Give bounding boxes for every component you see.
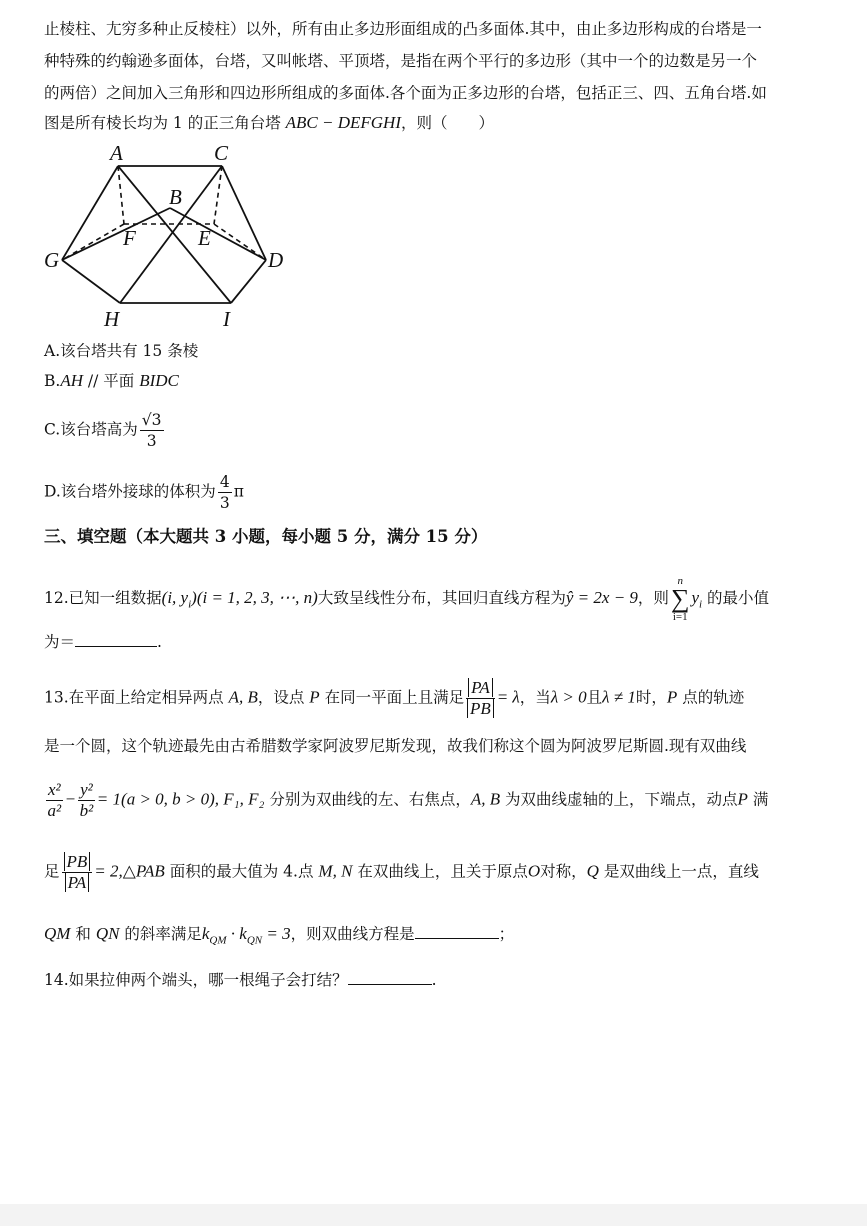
q12-sum-top: n — [677, 575, 683, 587]
q13-l3-mid2: 为双曲线虚轴的上，下端点，动点 — [500, 790, 738, 809]
edge-DB — [170, 208, 266, 260]
q12-prefix: 12.已知一组数据 — [44, 589, 162, 607]
q13-l1-AB: A, B — [228, 687, 258, 707]
edge-CD — [222, 166, 266, 260]
intro-line-4-suffix: ，则（ ） — [401, 114, 495, 132]
q13-l3-mid: 分别为双曲线的左、右焦点， — [264, 790, 471, 809]
option-d-suffix: π — [233, 482, 244, 501]
q13-l4-tri: △PAB — [122, 861, 165, 881]
q13-l5-eq: = 3 — [262, 924, 291, 943]
q13-l5-k: k — [201, 924, 210, 943]
q13-l1-P: P — [309, 687, 320, 707]
q12-pair — [161, 588, 197, 611]
q13-l5-QN: QN — [95, 924, 120, 943]
intro-line-3: 的两倍）之间加入三角形和四边形所组成的多面体.各个面为正多边形的台塔，包括正三、四、五角台塔.如 — [44, 84, 767, 102]
q14-line — [44, 968, 437, 991]
intro-line-2: 种特殊的约翰逊多面体，台塔，又叫帐塔、平顶塔，是指在两个平行的多边形（其中一个的边数是另一个 — [44, 52, 758, 70]
q13-l5-k2sub: QN — [246, 934, 263, 947]
q12-pair-end: ) — [191, 588, 197, 607]
cupola-diagram — [40, 140, 300, 330]
q13-l4-eq: = 2, — [94, 861, 123, 881]
q12-line-1 — [44, 575, 769, 623]
option-d-fraction — [218, 472, 232, 513]
option-c-den: 3 — [146, 432, 157, 450]
label-B: B — [169, 185, 182, 209]
q13-l5-k1sub: QM — [209, 934, 227, 947]
edge-ID — [231, 260, 266, 303]
q12-sum-term-main: y — [691, 588, 700, 607]
option-c-fraction — [140, 410, 164, 451]
section-3-title: 三、填空题（本大题共 3 小题，每小题 5 分，满分 15 分） — [44, 527, 488, 546]
option-b-mid: // 平面 — [83, 372, 140, 390]
edge-AF — [118, 166, 124, 224]
q13-answer-blank[interactable] — [415, 922, 499, 939]
q13-l3-P: P — [737, 789, 748, 809]
q13-l1-den: PB — [467, 699, 494, 718]
q13-l3-xfrac — [46, 780, 63, 821]
q12-pair-main: (i, y — [161, 588, 189, 607]
label-I: I — [223, 307, 230, 330]
q13-l1-eq: = λ — [496, 687, 520, 707]
q13-l5-slope — [201, 924, 291, 947]
q12-pair-sub: i — [188, 598, 192, 611]
q13-line-2: 是一个圆，这个轨迹最先由古希腊数学家阿波罗尼斯发现，故我们称这个圆为阿波罗尼斯圆.现有双曲线 — [44, 737, 747, 755]
q13-l1-end: 点的轨迹 — [677, 688, 745, 707]
q12-line-2 — [44, 630, 162, 653]
q13-l1-cond2: λ ≠ 1 — [602, 687, 636, 707]
q13-l4-fraction — [62, 852, 93, 893]
q13-l3-xden: a² — [47, 801, 62, 820]
q12-sigma-icon: ∑ — [670, 584, 690, 613]
option-c-num: √3 — [141, 411, 162, 429]
q13-l1-cond1: λ > 0 — [550, 687, 587, 707]
intro-line-4-prefix: 图是所有棱长均为 1 的正三角台塔 — [44, 114, 286, 132]
q13-l3-yden: b² — [79, 801, 94, 820]
label-G: G — [44, 248, 60, 272]
q13-l1-fraction — [466, 678, 495, 719]
q13-line-1 — [44, 678, 744, 719]
label-H: H — [104, 307, 120, 330]
q13-l5-dot: · k — [226, 924, 247, 943]
option-b — [44, 370, 179, 392]
q12-answer-blank[interactable] — [75, 630, 157, 647]
q12-sum-term — [691, 588, 703, 611]
q13-l5-tail: ； — [498, 925, 515, 943]
q13-l1-prefix: 13.在平面上给定相异两点 — [44, 688, 229, 707]
q13-l5-and: 和 — [70, 925, 96, 943]
q13-l3-yfrac — [78, 780, 95, 821]
q13-l4-end: 是双曲线上一点，直线 — [598, 862, 759, 881]
q13-l4-prefix: 足 — [44, 862, 60, 881]
label-E: E — [198, 226, 211, 250]
q12-then: ，则 — [637, 589, 669, 607]
option-b-math2: BIDC — [139, 371, 179, 390]
intro-line-1: 止棱柱、尢穷多种止反棱柱）以外，所有由止多边形面组成的凸多面体.其中，由止多边形构成的台塔是一 — [44, 20, 762, 38]
q13-l3-F: , F₁, F₂ — [214, 789, 265, 809]
label-D: D — [268, 248, 284, 272]
q13-l3-end: 满 — [747, 790, 769, 809]
q13-l1-mid: ，设点 — [257, 688, 310, 707]
q13-line-3 — [44, 780, 768, 821]
q12-cond: (i = 1, 2, 3, ⋯, n) — [196, 588, 318, 607]
q13-l4-Q: Q — [586, 861, 599, 881]
q13-l3-ynum: y² — [80, 780, 93, 799]
q13-l4-num: PB — [64, 852, 91, 871]
q14-suffix: . — [431, 971, 437, 989]
q13-l1-mid2: 在同一平面上且满足 — [319, 688, 465, 707]
q13-l4-mid3: 对称， — [540, 862, 587, 881]
q12-eq: ŷ = 2x − 9 — [565, 588, 638, 607]
page-footer-strip — [0, 1204, 867, 1226]
option-d-den: 3 — [219, 494, 230, 512]
intro-line-4 — [44, 112, 494, 134]
option-c — [44, 410, 166, 451]
q12-sum — [671, 575, 690, 623]
q13-l4-MN: M, N — [318, 861, 353, 881]
q13-line-4 — [44, 852, 759, 893]
q13-l1-when: ，当 — [519, 688, 551, 707]
q13-l3-cond: (a > 0, b > 0) — [121, 789, 215, 809]
option-d-num: 4 — [219, 473, 230, 491]
option-c-prefix: C.该台塔高为 — [44, 420, 138, 439]
q13-l4-mid2: 在双曲线上，且关于原点 — [352, 862, 528, 881]
label-C: C — [214, 141, 229, 165]
q14-answer-blank[interactable] — [348, 968, 432, 985]
q13-l4-O: O — [527, 861, 541, 881]
q13-l3-minus: − — [64, 789, 77, 809]
q13-l1-num: PA — [468, 678, 493, 697]
q12-sum-bottom: i=1 — [672, 611, 688, 623]
q13-l5-QM: QM — [44, 924, 71, 943]
q12-sum-term-sub: i — [699, 598, 703, 611]
q13-l1-P2: P — [666, 687, 678, 707]
q13-l4-den: PA — [65, 873, 90, 892]
q12-suffix: 的最小值 — [702, 589, 770, 607]
q12-mid: 大致呈线性分布，其回归直线方程为 — [317, 589, 566, 607]
q13-l3-eq: = 1 — [96, 789, 122, 809]
q13-l3-AB: A, B — [470, 789, 501, 809]
q12-line-2-suffix: . — [157, 633, 162, 651]
q13-l3-xnum: x² — [48, 780, 61, 799]
q13-l5-mid: 的斜率满足 — [119, 925, 202, 943]
intro-line-4-math: ABC − DEFGHI — [285, 113, 401, 132]
option-a: A.该台塔共有 15 条棱 — [44, 342, 199, 360]
option-d-prefix: D.该台塔外接球的体积为 — [44, 482, 216, 501]
q13-l1-time: 时， — [635, 688, 667, 707]
option-d — [44, 472, 244, 513]
label-A: A — [110, 141, 123, 165]
q14-text: 14.如果拉伸两个端头，哪一根绳子会打结？ — [44, 971, 348, 989]
label-F: F — [123, 226, 136, 250]
option-b-math: AH — [60, 371, 83, 390]
q13-l1-and: 且 — [586, 688, 603, 707]
q13-l5-end: ，则双曲线方程是 — [290, 925, 415, 943]
option-b-prefix: B. — [44, 372, 61, 390]
q12-line-2-prefix: 为＝ — [44, 633, 76, 651]
edge-GH — [62, 260, 120, 303]
q13-l4-mid: 面积的最大值为 4.点 — [164, 862, 319, 881]
q13-line-5 — [44, 922, 514, 951]
